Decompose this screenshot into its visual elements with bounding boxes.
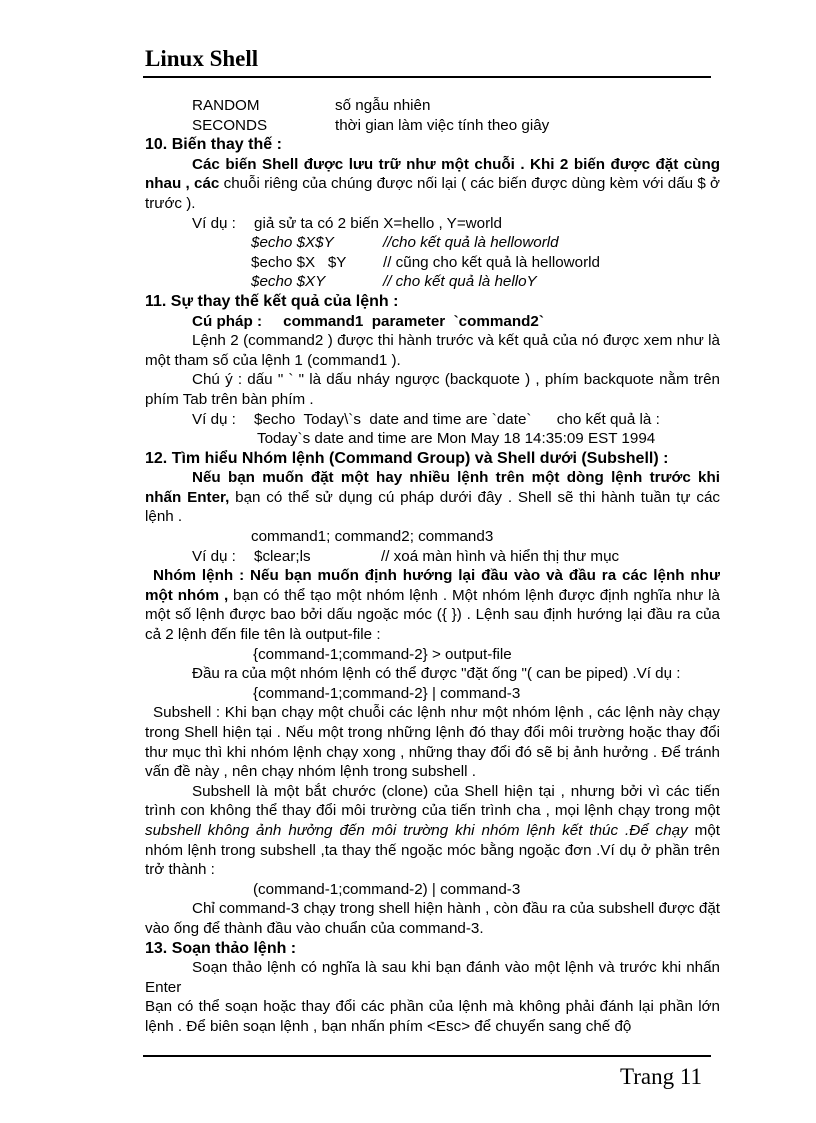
section-11-paragraph: Lệnh 2 (command2 ) được thi hành trước và kết quả của nó được xem như là một tham số của lệnh 1 (command1 ). (145, 332, 720, 369)
section-10-bold: Các biến Shell được lưu trữ như một chuỗi . Khi 2 biến được đặt cùng nhau , các (145, 155, 720, 193)
code-line: (command-1;command-2) | command-3 (253, 880, 521, 898)
code-line (145, 253, 720, 273)
section-12-text: bạn có thể sử dụng cú pháp dưới đây . Shell sẽ thi hành tuần tự các lệnh . (145, 488, 720, 526)
code-command: $echo $X $Y (251, 253, 347, 271)
section-12-bold: Nếu bạn muốn đặt một hay nhiều lệnh trên một dòng lệnh trước khi nhấn Enter, (145, 469, 720, 506)
section-12-heading: 12. Tìm hiểu Nhóm lệnh (Command Group) và Shell dưới (Subshell) : (145, 449, 669, 467)
section-12-paragraph (145, 468, 720, 527)
code-line (145, 272, 720, 292)
header-rule (143, 76, 711, 78)
section-10-text: chuỗi riêng của chúng được nối lại ( các biến được dùng kèm với dấu $ ở trước ). (145, 175, 721, 212)
command-group-paragraph (145, 566, 720, 644)
var-desc: thời gian làm việc tính theo giây (335, 116, 550, 134)
example-intro (145, 214, 720, 234)
page-number: Trang 11 (620, 1064, 703, 1089)
command-group-bold: Nhóm lệnh : Nếu bạn muốn định hướng lại đầu vào và đầu ra các lệnh như một nhóm , (145, 567, 720, 604)
footer-rule (143, 1055, 711, 1057)
example-command: $clear;ls (254, 547, 311, 565)
section-13-paragraph-2: Bạn có thể soạn hoặc thay đổi các phần của lệnh mà không phải đánh lại phần lớn lệnh . Để biên soạn lệnh , bạn nhấn phím <Esc> để chuyển sang chế độ (145, 998, 720, 1035)
subshell-clone-paragraph (145, 782, 720, 880)
section-11-heading: 11. Sự thay thế kết quả của lệnh : (145, 292, 399, 310)
code-comment: // cũng cho kết quả là helloworld (383, 253, 600, 271)
var-name: RANDOM (192, 97, 260, 114)
example-line (145, 410, 720, 430)
section-13-paragraph: Soạn thảo lệnh có nghĩa là sau khi bạn đánh vào một lệnh và trước khi nhấn Enter (145, 959, 720, 996)
example-text: giả sử ta có 2 biến X=hello , Y=world (254, 214, 502, 232)
var-desc: số ngẫu nhiên (335, 97, 431, 114)
code-line: command1; command2; command3 (251, 528, 494, 546)
code-line: {command-1;command-2} | command-3 (253, 684, 521, 702)
var-row (145, 116, 720, 136)
code-line (145, 233, 720, 253)
section-10-paragraph (145, 155, 720, 214)
code-comment: // cho kết quả là helloY (383, 273, 537, 291)
example-label: Ví dụ : (192, 410, 236, 428)
section-11-note: Chú ý : dấu " ` " là dấu nháy ngược (backquote ) , phím backquote nằm trên phím Tab trên bàn phím . (145, 371, 720, 408)
subshell-text-end: một nhóm lệnh trong subshell ,ta thay thế ngoặc móc bằng ngoặc đơn .Ví dụ ở phần trên trở thành : (145, 821, 721, 879)
section-13-heading: 13. Soạn thảo lệnh : (145, 939, 297, 957)
example-comment: // xoá màn hình và hiển thị thư mục (381, 547, 620, 565)
var-row (145, 96, 720, 116)
example-label: Ví dụ : (192, 547, 236, 565)
code-command: $echo $X$Y (251, 234, 334, 252)
command-group-text: bạn có thể tạo một nhóm lệnh . Một nhóm lệnh được định nghĩa như là một số lệnh được bao bởi dấu ngoặc móc ({ }) . Lệnh sau định hướng lại đầu ra của cả 2 lệnh đến file tên là output-file : (145, 586, 720, 644)
code-command: $echo $XY (251, 273, 326, 291)
example-output: Today`s date and time are Mon May 18 14:35:09 EST 1994 (257, 430, 656, 448)
code-comment: //cho kết quả là helloworld (383, 234, 559, 252)
syntax-line: Cú pháp : command1 parameter `command2` (192, 312, 544, 330)
example-command: $echo Today\`s date and time are `date` cho kết quả là : (254, 410, 660, 428)
page-content (145, 96, 720, 1037)
section-10-heading: 10. Biến thay thế : (145, 136, 282, 154)
subshell-note: Chỉ command-3 chạy trong shell hiện hành , còn đầu ra của subshell được đặt vào ống để thành đầu vào chuẩn của command-3. (145, 900, 720, 937)
example-label: Ví dụ : (192, 214, 236, 232)
subshell-text: Subshell là một bắt chước (clone) của Shell hiện tại , nhưng bởi vì các tiến trình con không thể thay đổi môi trường của tiến trình cha , mọi lệnh chạy trong một (145, 782, 720, 820)
pipe-paragraph: Đầu ra của một nhóm lệnh có thể được "đặt ống "( can be piped) .Ví dụ : (192, 665, 681, 683)
code-line: {command-1;command-2} > output-file (253, 645, 512, 663)
subshell-paragraph: Subshell : Khi bạn chạy một chuỗi các lệnh như một nhóm lệnh , các lệnh này chạy trong Shell hiện tại . Nếu một trong những lệnh đó thay đổi môi trường hoặc thay đổi thư mục thì khi nhóm lệnh chạy xong , những thay đổi đó sẽ bị ảnh hưởng . Để tránh vấn đề này , nên chạy nhóm lệnh trong subshell . (145, 704, 720, 781)
example-line (145, 547, 720, 567)
page-header-title: Linux Shell (145, 46, 259, 71)
var-name: SECONDS (192, 116, 268, 134)
subshell-italic: subshell không ảnh hưởng đến môi trường khi nhóm lệnh kết thúc .Để chạy (145, 821, 688, 839)
